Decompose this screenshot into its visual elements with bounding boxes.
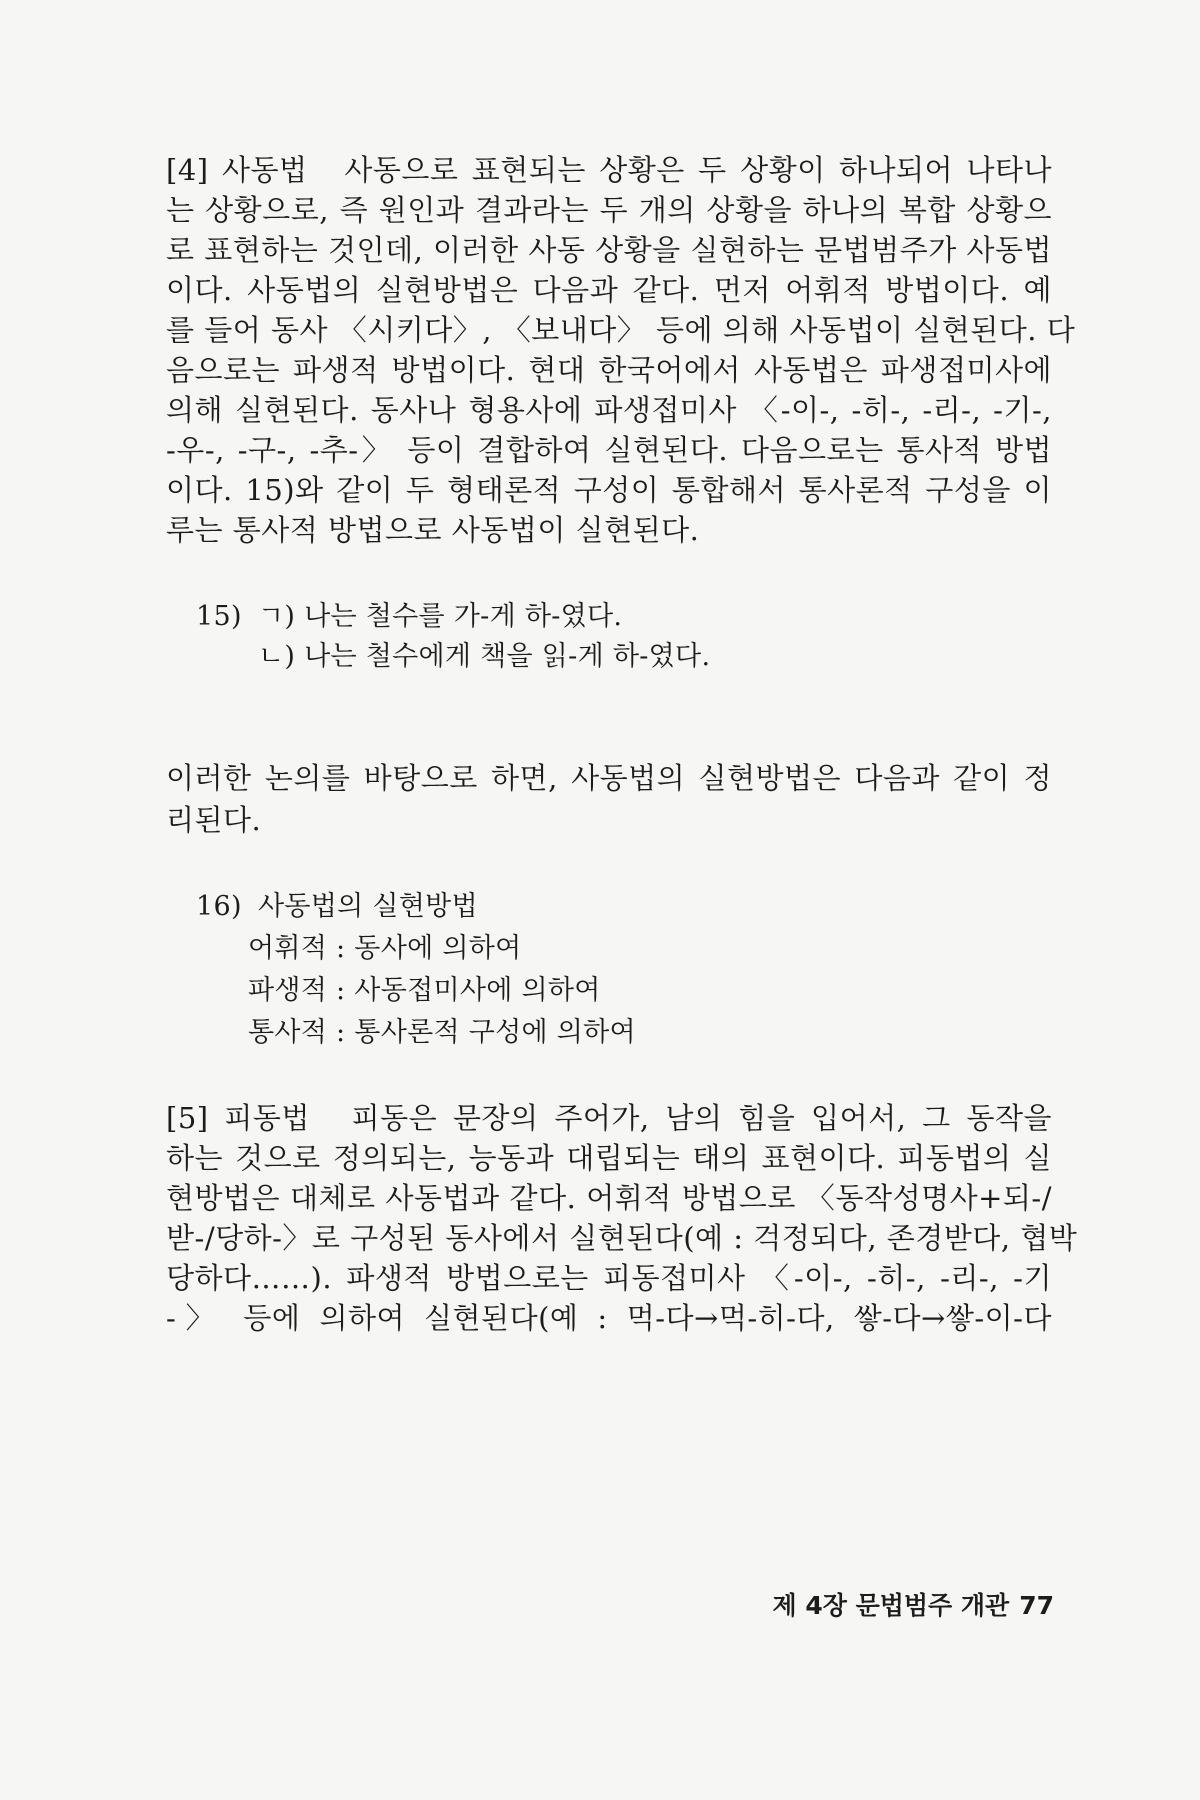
paragraph-line: -〉 등에 의하여 실현된다(예 : 먹-다→먹-히-다, 쌓-다→쌓-이-다 bbox=[166, 1301, 1052, 1335]
example-16 bbox=[166, 888, 1052, 1058]
paragraph-line: [5] 피동법 피동은 문장의 주어가, 남의 힘을 입어서, 그 동작을 bbox=[166, 1101, 1052, 1135]
example-15 bbox=[166, 598, 1052, 678]
page-number: 77 bbox=[1019, 1591, 1054, 1620]
paragraph-line: 는 상황으로, 즉 원인과 결과라는 두 개의 상황을 하나의 복합 상황으 bbox=[166, 193, 1052, 227]
example-number: 16) bbox=[196, 891, 242, 922]
paragraph-line: 리된다. bbox=[166, 803, 262, 837]
paragraph-line: 이러한 논의를 바탕으로 하면, 사동법의 실현방법은 다음과 같이 정 bbox=[166, 761, 1052, 795]
example-number: 15) bbox=[196, 601, 242, 632]
paragraph-line: 당하다……). 파생적 방법으로는 피동접미사 〈-이-, -히-, -리-, -기 bbox=[166, 1261, 1052, 1295]
example-item: ㄴ) 나는 철수에게 책을 읽-게 하-였다. bbox=[258, 641, 711, 672]
paragraph-line: 현방법은 대체로 사동법과 같다. 어휘적 방법으로 〈동작성명사+되-/ bbox=[166, 1181, 1052, 1215]
paragraph-line: 이다. 사동법의 실현방법은 다음과 같다. 먼저 어휘적 방법이다. 예 bbox=[166, 273, 1052, 307]
example-item: 어휘적 : 동사에 의하여 bbox=[248, 933, 522, 964]
paragraph-line: 하는 것으로 정의되는, 능동과 대립되는 태의 표현이다. 피동법의 실 bbox=[166, 1141, 1052, 1175]
paragraph-line: 이다. 15)와 같이 두 형태론적 구성이 통합해서 통사론적 구성을 이 bbox=[166, 473, 1052, 507]
paragraph-line: -우-, -구-, -추-〉 등이 결합하여 실현된다. 다음으로는 통사적 방법 bbox=[166, 433, 1052, 467]
paragraph-line: 를 들어 동사 〈시키다〉, 〈보내다〉 등에 의해 사동법이 실현된다. 다 bbox=[166, 313, 1076, 347]
section-causative-paragraph bbox=[166, 150, 1076, 550]
section-passive-paragraph bbox=[166, 1098, 1078, 1338]
summary-paragraph bbox=[166, 758, 1052, 838]
example-item: ㄱ) 나는 철수를 가-게 하-였다. bbox=[258, 601, 623, 632]
paragraph-line: 받-/당하-〉로 구성된 동사에서 실현된다(예 : 걱정되다, 존경받다, 협박 bbox=[166, 1221, 1078, 1255]
paragraph-line: [4] 사동법 사동으로 표현되는 상황은 두 상황이 하나되어 나타나 bbox=[166, 153, 1052, 187]
example-item: 통사적 : 통사론적 구성에 의하여 bbox=[248, 1017, 636, 1048]
paragraph-line: 음으로는 파생적 방법이다. 현대 한국어에서 사동법은 파생접미사에 bbox=[166, 353, 1052, 387]
example-item: 파생적 : 사동접미사에 의하여 bbox=[248, 975, 601, 1006]
paragraph-line: 의해 실현된다. 동사나 형용사에 파생접미사 〈-이-, -히-, -리-, -기-, bbox=[166, 393, 1052, 427]
chapter-title: 제 4장 문법범주 개관 bbox=[772, 1591, 1010, 1620]
paragraph-line: 로 표현하는 것인데, 이러한 사동 상황을 실현하는 문법범주가 사동법 bbox=[166, 233, 1052, 267]
paragraph-line: 루는 통사적 방법으로 사동법이 실현된다. bbox=[166, 513, 700, 547]
page-footer bbox=[762, 1586, 1054, 1622]
example-title: 사동법의 실현방법 bbox=[258, 891, 478, 922]
